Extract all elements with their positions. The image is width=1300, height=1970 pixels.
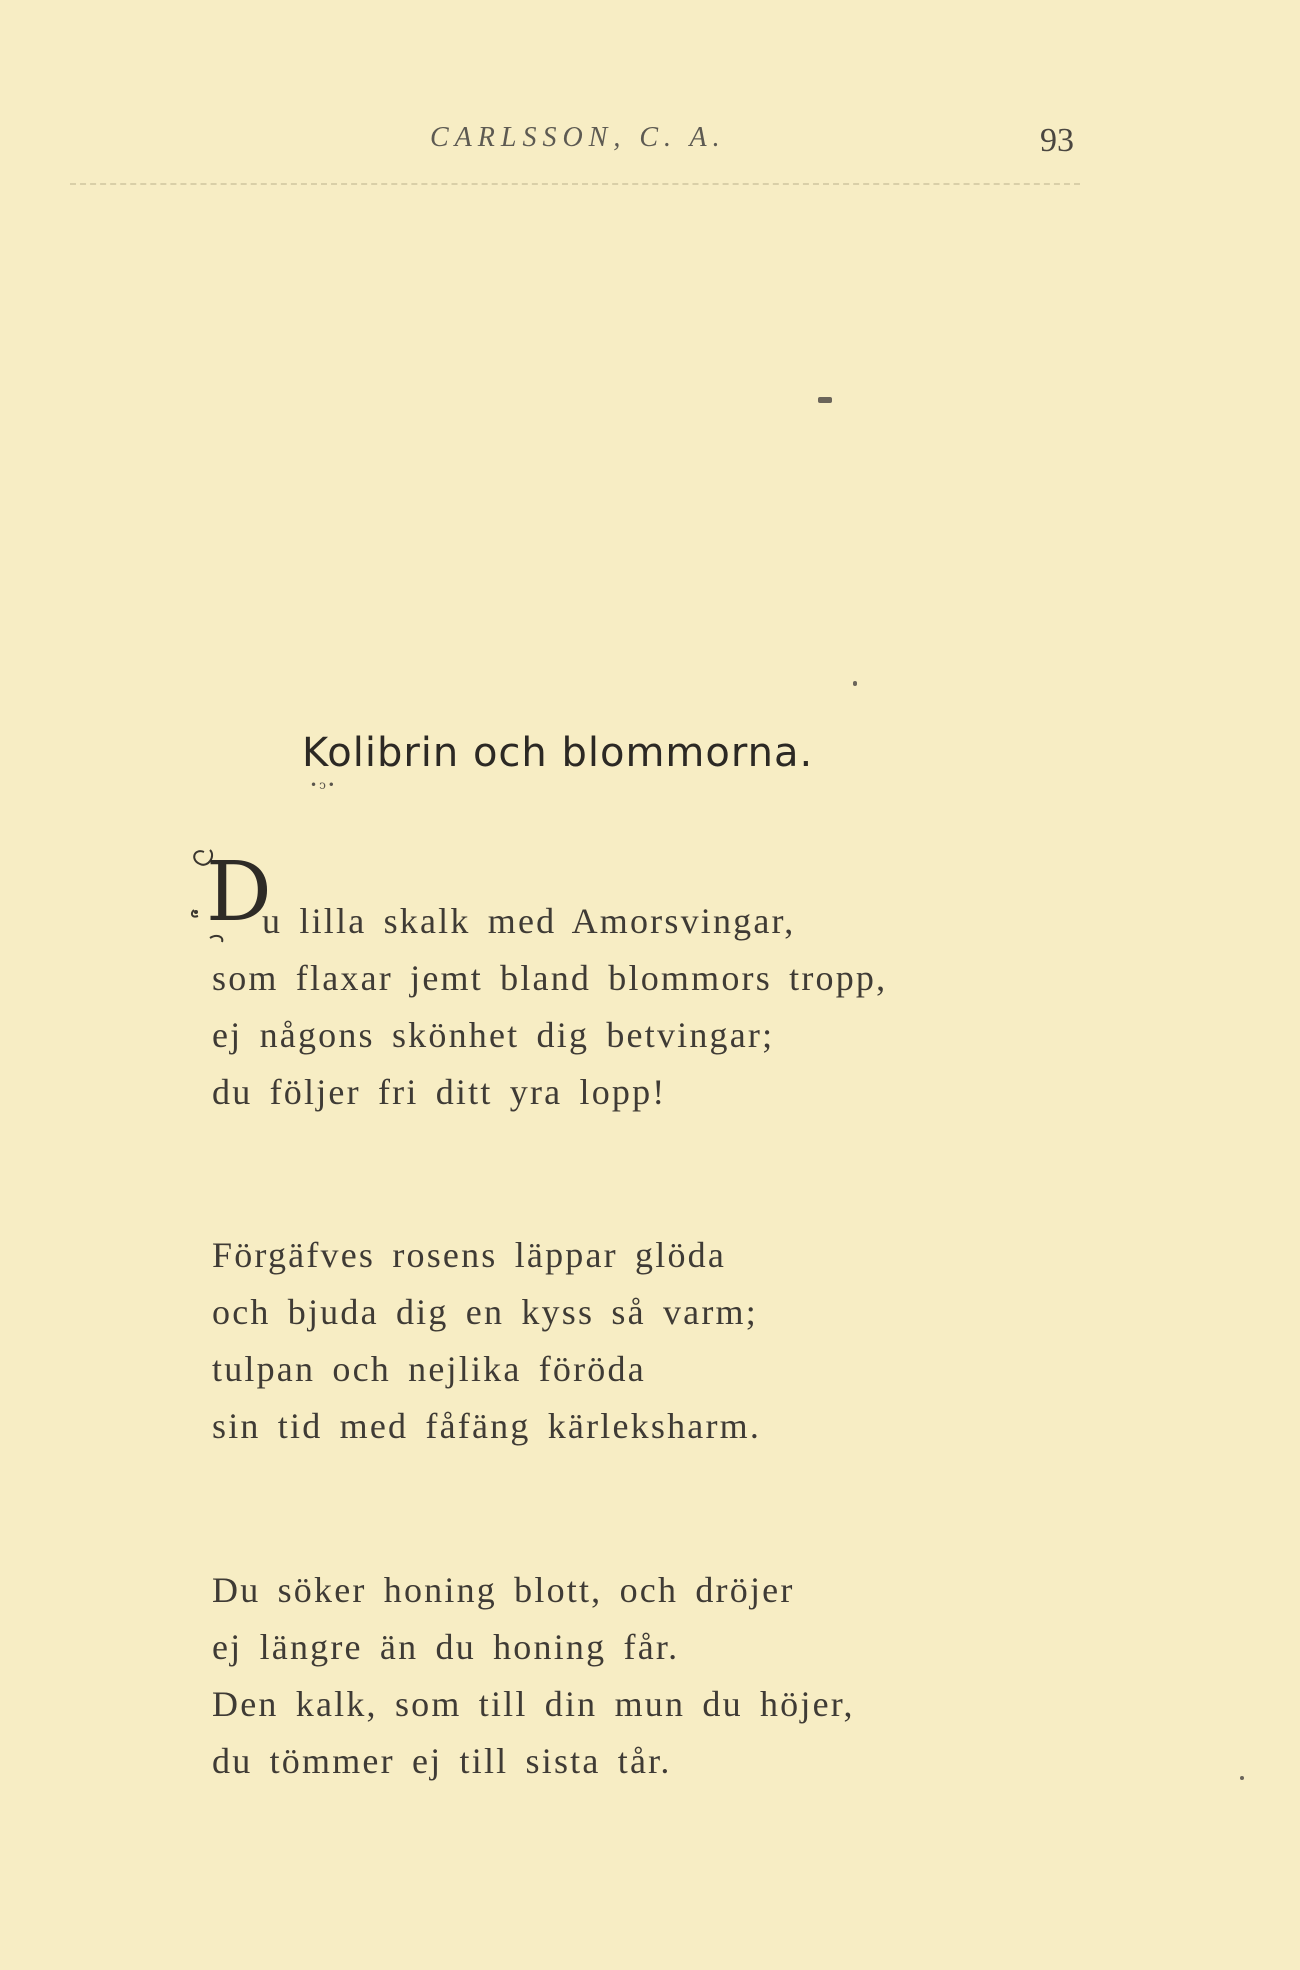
first-line-rest: u lilla skalk med Amorsvingar, bbox=[262, 901, 796, 941]
header-rule bbox=[70, 183, 1080, 185]
ink-speck bbox=[818, 397, 832, 403]
poem-line: du följer fri ditt yra lopp! bbox=[212, 1072, 667, 1112]
poem-line: som flaxar jemt bland blommors tropp, bbox=[212, 958, 888, 998]
poem-line: sin tid med fåfäng kärleksharm. bbox=[212, 1406, 762, 1446]
poem-line: Förgäfves rosens läppar glöda bbox=[212, 1235, 727, 1275]
stanza-3 bbox=[212, 1562, 855, 1790]
ink-speck bbox=[853, 681, 857, 686]
poem-line bbox=[212, 893, 887, 950]
title-ornament: •ↄ• bbox=[310, 778, 337, 792]
poem-title: Kolibrin och blommorna. bbox=[302, 730, 814, 776]
poem-line: och bjuda dig en kyss så varm; bbox=[212, 1292, 758, 1332]
poem-line: ej någons skönhet dig betvingar; bbox=[212, 1015, 775, 1055]
stanza-1 bbox=[212, 893, 887, 1121]
poem-line: Du söker honing blott, och dröjer bbox=[212, 1570, 795, 1610]
poem-line: ej längre än du honing får. bbox=[212, 1627, 680, 1667]
drop-cap-letter: D bbox=[206, 845, 272, 940]
running-head bbox=[0, 122, 1300, 162]
ink-speck bbox=[1240, 1776, 1244, 1780]
poem-line: du tömmer ej till sista tår. bbox=[212, 1741, 672, 1781]
stanza-2 bbox=[212, 1227, 761, 1455]
running-title: CARLSSON, C. A. bbox=[430, 122, 726, 153]
poem-line: tulpan och nejlika föröda bbox=[212, 1349, 646, 1389]
page-number: 93 bbox=[1040, 122, 1074, 159]
poem-line: Den kalk, som till din mun du höjer, bbox=[212, 1684, 855, 1724]
